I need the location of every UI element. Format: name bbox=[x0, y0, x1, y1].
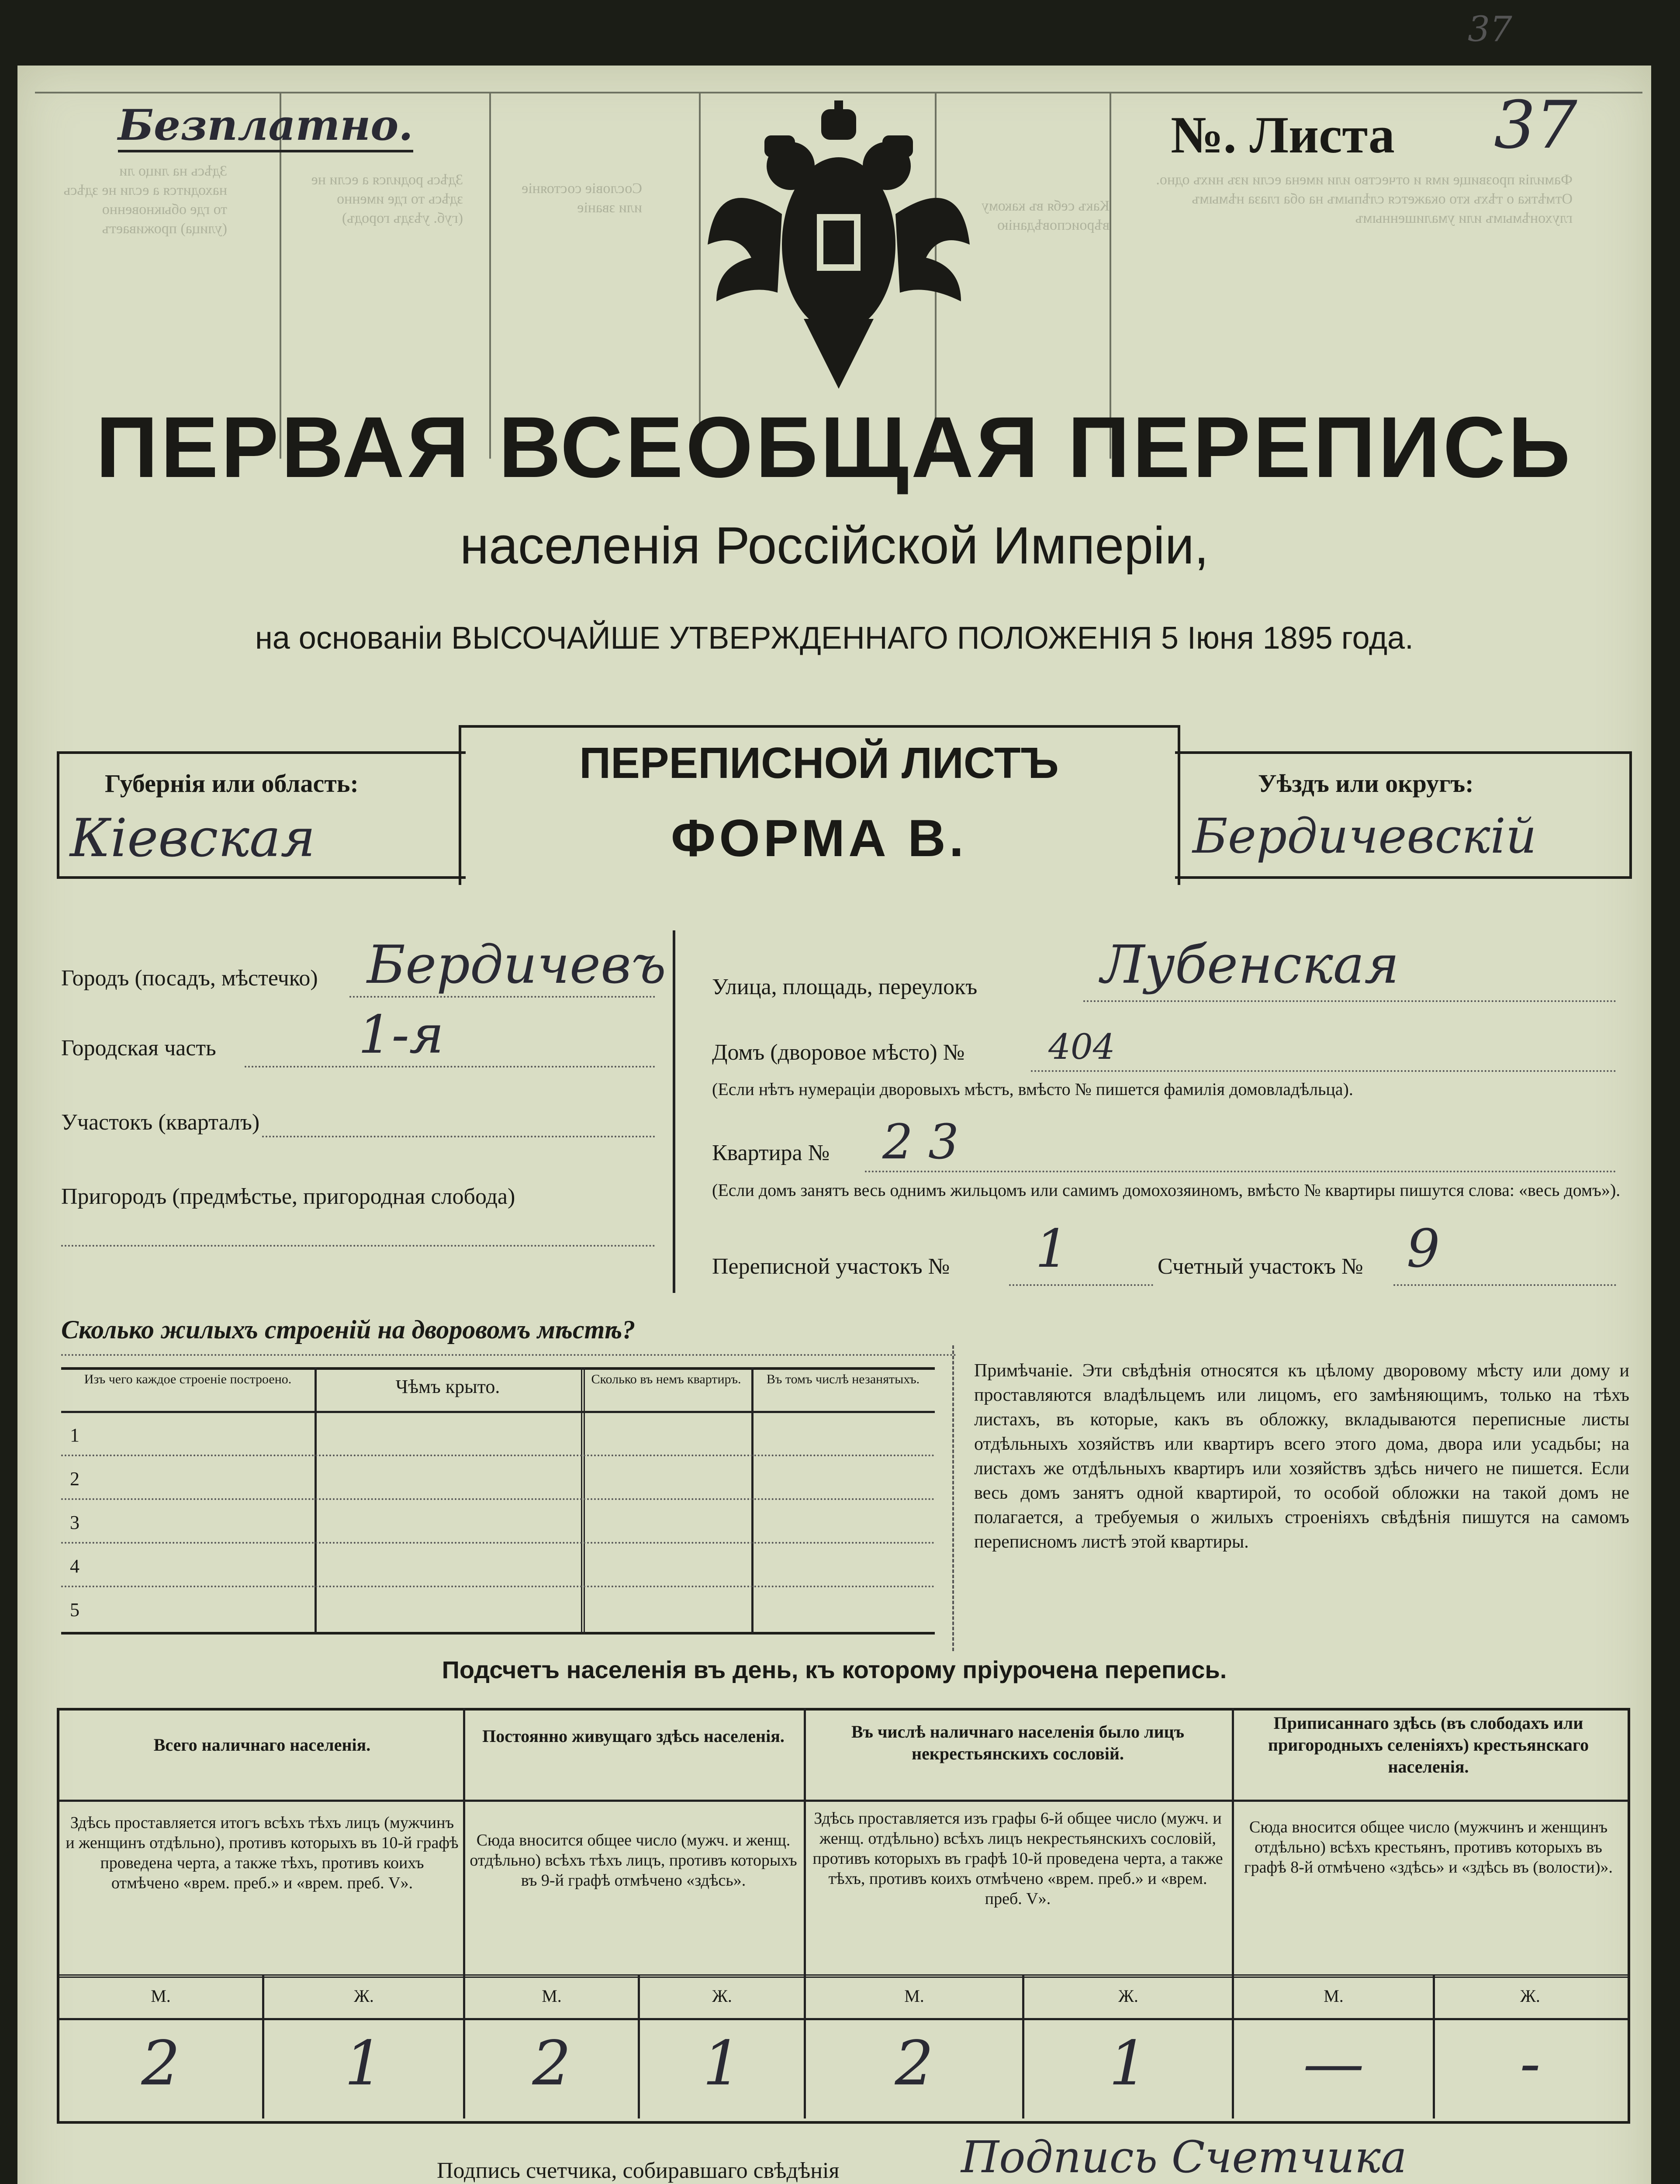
permanent-male-value: 2 bbox=[532, 2028, 571, 2099]
m-label: М. bbox=[542, 1986, 562, 2006]
corner-number: 37 bbox=[1468, 9, 1512, 49]
f-label: Ж. bbox=[354, 1986, 374, 2006]
apartment-label: Квартира № bbox=[712, 1140, 830, 1165]
buildings-row: 5 bbox=[70, 1599, 80, 1621]
count-head-non-peasant: Въ числѣ наличнаго населенія было лицъ некрестьянскихъ сословій. bbox=[851, 1722, 1185, 1763]
sheet-number-label: №. Листа bbox=[1171, 106, 1395, 164]
signature-label: Подпись счетчика, собиравшаго свѣдѣнія bbox=[437, 2158, 840, 2183]
apartment-note: (Если домъ занятъ весь однимъ жильцомъ или самимъ домохозяиномъ, вмѣсто № квартиры пишутся слова: «весь домъ»). bbox=[712, 1180, 1621, 1200]
street-value: Лубенская bbox=[1101, 935, 1399, 995]
count-district-label: Счетный участокъ № bbox=[1158, 1254, 1363, 1279]
buildings-row: 3 bbox=[70, 1512, 80, 1533]
m-label: М. bbox=[904, 1986, 924, 2006]
count-desc-non-peasant: Здѣсь проставляется изъ графы 6-й общее число (мужч. и женщ. отдѣльно) всѣхъ лицъ некрестьянскихъ сословій, противъ которыхъ въ графѣ 10-й проведена черта, а также тѣхъ, противъ коихъ отмѣчено «врем. преб.» и «врем. преб. V». bbox=[812, 1809, 1223, 1908]
buildings-table bbox=[61, 1367, 935, 1635]
district-label: Участокъ (кварталъ) bbox=[61, 1110, 260, 1135]
census-district-value: 1 bbox=[1035, 1219, 1069, 1279]
count-head-total: Всего наличнаго населенія. bbox=[153, 1735, 371, 1755]
total-male-value: 2 bbox=[141, 2028, 180, 2099]
m-label: М. bbox=[1324, 1986, 1344, 2006]
gubernia-value: Кіевская bbox=[70, 808, 315, 869]
bleed-text: Какъ себя въ какому вѣроисповѣданію bbox=[981, 198, 1110, 233]
total-female-value: 1 bbox=[344, 2028, 384, 2099]
house-value: 404 bbox=[1048, 1026, 1115, 1067]
buildings-question: Сколько жилыхъ строеній на дворовомъ мѣстѣ? bbox=[61, 1315, 636, 1344]
count-head-permanent: Постоянно живущаго здѣсь населенія. bbox=[482, 1726, 785, 1746]
census-district-label: Переписной участокъ № bbox=[712, 1254, 950, 1279]
buildings-header-vacant: Въ томъ числѣ незанятыхъ. bbox=[766, 1372, 920, 1386]
double-headed-eagle-icon bbox=[699, 100, 978, 397]
f-label: Ж. bbox=[1118, 1986, 1138, 2006]
page-title: ПЕРВАЯ ВСЕОБЩАЯ ПЕРЕПИСЬ bbox=[96, 399, 1573, 495]
buildings-header-apartments: Сколько въ немъ квартиръ. bbox=[591, 1372, 741, 1386]
non-peasant-male-value: 2 bbox=[895, 2028, 934, 2099]
buildings-row: 1 bbox=[70, 1424, 80, 1446]
permanent-female-value: 1 bbox=[702, 2028, 742, 2099]
part-label: Городская часть bbox=[61, 1036, 216, 1061]
peasant-female-value: - bbox=[1520, 2028, 1541, 2099]
uezd-label: Уѣздъ или округъ: bbox=[1258, 769, 1474, 798]
apartment-value: 2 3 bbox=[882, 1114, 959, 1170]
basis-line: на основаніи ВЫСОЧАЙШЕ УТВЕРЖДЕННАГО ПОЛОЖЕНІЯ 5 Іюня 1895 года. bbox=[255, 621, 1414, 656]
city-label: Городъ (посадъ, мѣстечко) bbox=[61, 966, 318, 991]
uezd-value: Бердичевскій bbox=[1193, 808, 1537, 864]
m-label: М. bbox=[151, 1986, 171, 2006]
street-label: Улица, площадь, переулокъ bbox=[712, 975, 978, 999]
bleed-text: Здѣсь на лицо ли находится а если не здѣсь то где обыкновенно (улица) проживаетъ bbox=[63, 163, 227, 237]
city-value: Бердичевъ bbox=[367, 935, 666, 995]
f-label: Ж. bbox=[712, 1986, 732, 2006]
counter-signature: Подпись Счетчика bbox=[961, 2132, 1407, 2183]
house-label: Домъ (дворовое мѣсто) № bbox=[712, 1040, 965, 1065]
count-desc-total: Здѣсь проставляется итогъ всѣхъ тѣхъ лицъ (мужчинъ и женщинъ отдѣльно), противъ которыхъ въ 10-й графѣ проведена черта, а также тѣхъ, противъ коихъ отмѣчено «врем. преб.» и «врем. преб. V». bbox=[66, 1814, 459, 1892]
gubernia-label: Губернія или область: bbox=[105, 769, 359, 798]
count-desc-peasant: Сюда вносится общее число (мужчинъ и женщинъ отдѣльно) всѣхъ крестьянъ, противъ которыхъ въ графѣ 8-й отмѣчено «здѣсь» и «здѣсь въ (волости)». bbox=[1244, 1818, 1613, 1876]
count-district-value: 9 bbox=[1407, 1219, 1440, 1279]
peasant-male-value: — bbox=[1303, 2028, 1364, 2099]
house-note: (Если нѣтъ нумераціи дворовыхъ мѣстъ, вмѣсто № пишется фамилія домовладѣльца). bbox=[712, 1079, 1353, 1099]
non-peasant-female-value: 1 bbox=[1109, 2028, 1148, 2099]
count-head-peasant: Приписаннаго здѣсь (въ слободахъ или пригородныхъ селеніяхъ) крестьянскаго населенія. bbox=[1268, 1713, 1589, 1776]
page-subtitle: населенія Россійской Имперіи, bbox=[460, 516, 1209, 575]
count-title: Подсчетъ населенія въ день, къ которому пріурочена перепись. bbox=[442, 1656, 1227, 1683]
buildings-header-material: Изъ чего каждое строеніе построено. bbox=[84, 1372, 292, 1386]
form-name: ПЕРЕПИСНОЙ ЛИСТЪ bbox=[579, 739, 1059, 788]
census-sheet bbox=[17, 9, 1651, 2184]
buildings-header-roof: Чѣмъ крыто. bbox=[395, 1376, 500, 1397]
free-label: Безплатно. bbox=[118, 100, 413, 152]
suburb-label: Пригородъ (предмѣстье, пригородная слобода) bbox=[61, 1184, 515, 1209]
form-type: ФОРМА В. bbox=[671, 809, 968, 867]
f-label: Ж. bbox=[1520, 1986, 1540, 2006]
buildings-row: 4 bbox=[70, 1555, 80, 1577]
sheet-number-value: 37 bbox=[1494, 87, 1577, 163]
bleed-text: Фамилія прозвище имя и отчество или имена если изъ нихъ одно. Отмѣтка о тѣхъ кто окажется слѣпымъ на оба глаза нѣмымъ глухонѣмымъ или умалишеннымъ bbox=[1156, 172, 1573, 226]
bleed-text: Сословіе состояніе или званіе bbox=[522, 180, 642, 216]
count-desc-permanent: Сюда вносится общее число (мужч. и женщ. отдѣльно) всѣхъ тѣхъ лицъ, противъ которыхъ въ 9-й графѣ отмѣчено «здѣсь». bbox=[470, 1831, 797, 1890]
part-value: 1-я bbox=[358, 1005, 444, 1065]
buildings-note: Примѣчаніе. Эти свѣдѣнія относятся къ цѣлому дворовому мѣсту или дому и проставляются владѣльцемъ или лицомъ, его замѣняющимъ, только на тѣхъ листахъ, въ которые, какъ въ обложку, вкладываются переписные листы отдѣльныхъ хозяйствъ или квартиръ всего этого дома, двора или усадьбы; на листахъ же отдѣльныхъ квартиръ или хозяйствъ здѣсь ничего не пишется. Если весь домъ занятъ одной квартирой, то особой обложки на такой домъ не полагается, а требуемыя о жилыхъ строеніяхъ свѣдѣнія пишутся на самомъ переписномъ листѣ этой квартиры. bbox=[974, 1361, 1629, 1552]
bleed-text: Здѣсь родился а если не здѣсь то где именно (губ. уѣздъ городъ) bbox=[311, 172, 463, 226]
buildings-row: 2 bbox=[70, 1468, 80, 1489]
